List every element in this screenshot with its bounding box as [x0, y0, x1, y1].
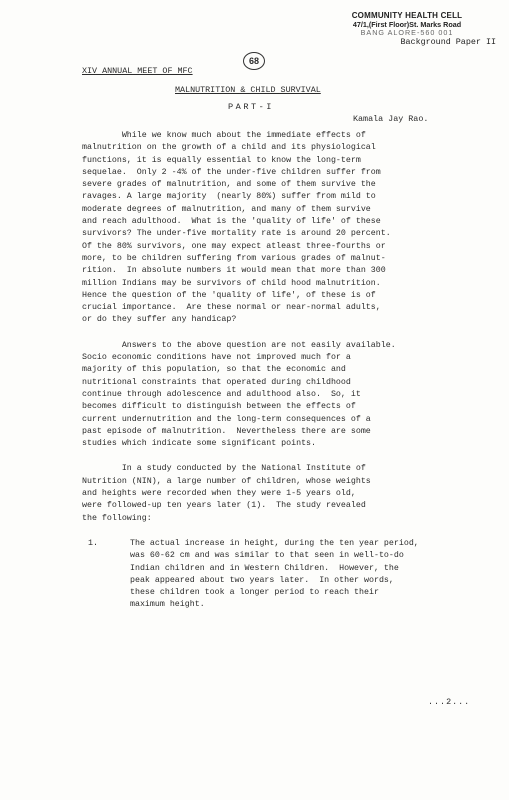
part-heading: PART-I	[228, 102, 274, 112]
text-line: Hence the question of the 'quality of life', of these is of	[82, 290, 376, 300]
text-line: malnutrition on the growth of a child and its physiological	[82, 143, 376, 153]
text-line: Of the 80% survivors, one may expect atleast three-fourths or	[82, 241, 386, 251]
text-line: these children took a longer period to reach their	[130, 588, 379, 598]
text-line: and reach adulthood. What is the 'quality of life' of these	[82, 217, 381, 227]
text-line: current undernutrition and the long-term consequences of a	[82, 414, 371, 424]
text-line: rition. In absolute numbers it would mean that more than 300	[82, 266, 386, 276]
text-line: peak appeared about two years later. In other words,	[130, 575, 394, 585]
text-line: were followed-up ten years later (1). The study revealed	[82, 501, 366, 511]
text-line: nutritional constraints that operated during childhood	[82, 377, 351, 387]
paragraph-3	[82, 463, 502, 524]
text-line: majority of this population, so that the economic and	[82, 365, 346, 375]
text-line: Socio economic conditions have not improved much for a	[82, 353, 351, 363]
text-line: more, to be children suffering from various grades of malnut-	[82, 253, 386, 263]
library-stamp	[312, 12, 502, 46]
text-line: functions, it is equally essential to know the long-term	[82, 155, 361, 165]
text-line: continue through adolescence and adulthood also. So, it	[82, 389, 361, 399]
text-line: moderate degrees of malnutrition, and many of them survive	[82, 204, 371, 214]
text-line: past episode of malnutrition. Nevertheless there are some	[82, 426, 371, 436]
text-line: crucial importance. Are these normal or near-normal adults,	[82, 303, 381, 313]
text-line: severe grades of malnutrition, and some of them survive the	[82, 180, 376, 190]
text-line: million Indians may be survivors of child hood malnutrition.	[82, 278, 381, 288]
handwritten-page-number: 68	[243, 52, 265, 70]
text-line: the following:	[82, 513, 152, 523]
text-line: Indian children and in Western Children. However, the	[130, 563, 399, 573]
text-line: Nutrition (NIN), a large number of children, whose weights	[82, 476, 371, 486]
text-line: In a study conducted by the National Institute of	[82, 464, 366, 474]
text-line: or do they suffer any handicap?	[82, 315, 237, 325]
text-line: was 60-62 cm and was similar to that seen in well-to-do	[130, 551, 404, 561]
text-line: While we know much about the immediate effects of	[82, 131, 366, 140]
author-name: Kamala Jay Rao.	[353, 114, 429, 124]
text-line: and heights were recorded when they were 1-5 years old,	[82, 489, 356, 499]
stamp-org: COMMUNITY HEALTH CELL	[351, 11, 463, 20]
text-line: ravages. A large majority (nearly 80%) suffer from mild to	[82, 192, 376, 202]
text-line: sequelae. Only 2 -4% of the under-five children suffer from	[82, 167, 381, 177]
stamp-address: 47/1,(First Floor)St. Marks Road	[352, 19, 462, 29]
document-body	[82, 130, 502, 612]
list-item	[82, 538, 502, 612]
text-line: maximum height.	[130, 600, 205, 610]
text-line: studies which indicate some significant points.	[82, 439, 317, 449]
stamp-city: BANG ALORE-560 001	[360, 28, 454, 38]
text-line: Answers to the above question are not easily available.	[82, 340, 396, 350]
paragraph-1	[82, 130, 502, 327]
paragraph-2	[82, 340, 502, 451]
text-line: The actual increase in height, during the ten year period,	[130, 538, 419, 548]
meeting-heading: XIV ANNUAL MEET OF MFC	[82, 66, 193, 76]
text-line: survivors? The under-five mortality rate is around 20 percent.	[82, 229, 391, 239]
continuation-marker: ...2...	[428, 697, 471, 707]
text-line: becomes difficult to distinguish between the effects of	[82, 402, 356, 412]
paper-label: Background Paper II	[400, 36, 496, 47]
document-title: MALNUTRITION & CHILD SURVIVAL	[175, 85, 321, 95]
list-item-number: 1.	[88, 538, 98, 548]
